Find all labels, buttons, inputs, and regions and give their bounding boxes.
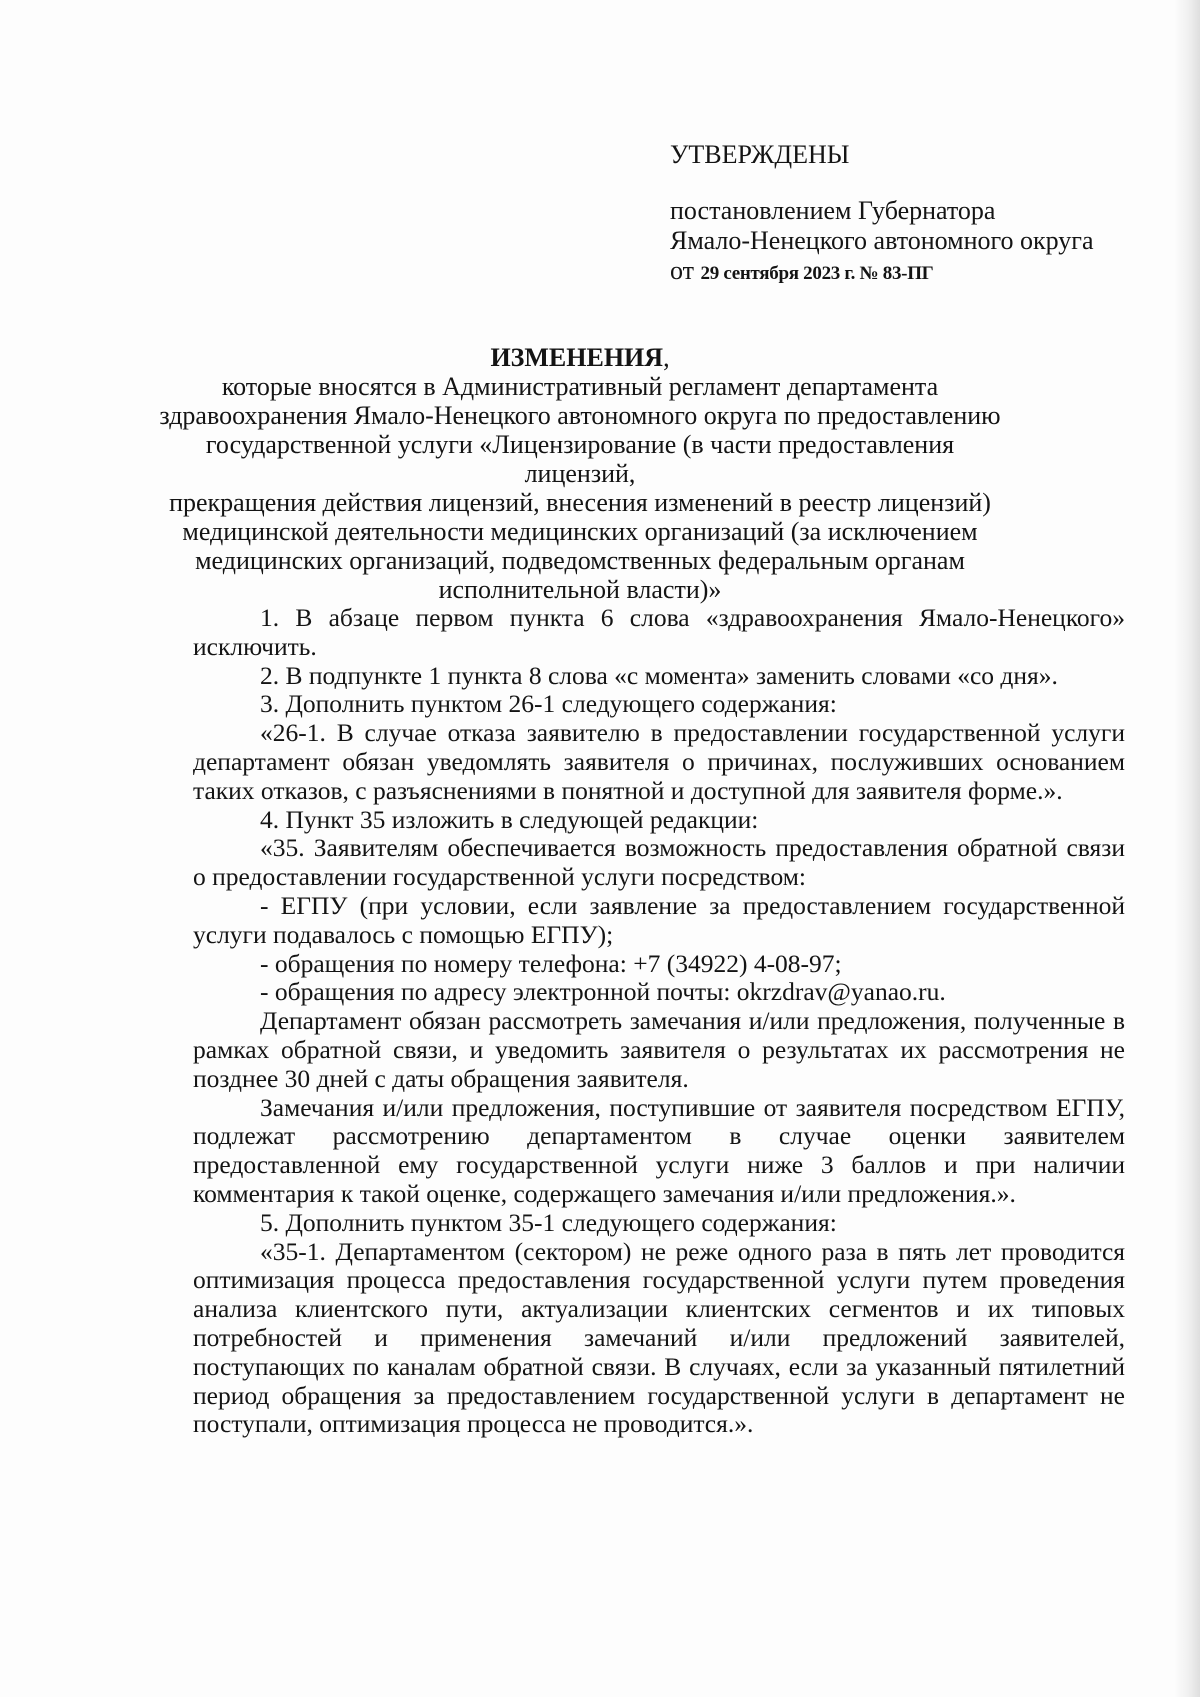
approval-title: УТВЕРЖДЕНЫ xyxy=(670,140,850,169)
document-heading xyxy=(150,343,1010,604)
paragraph-item-1: 1. В абзаце первом пункта 6 слова «здравоохранения Ямало-Ненецкого» исключить. xyxy=(193,603,1125,661)
document-body xyxy=(193,604,1125,1439)
paragraph-department-duty: Департамент обязан рассмотреть замечания и/или предложения, полученные в рамках обратной связи, и уведомить заявителя о результатах их рассмотрения не позднее 30 дней с даты обращения заявителя. xyxy=(193,1006,1125,1093)
approval-date-prefix: от xyxy=(670,256,695,285)
approval-date-value: 29 сентября 2023 г. № 83-ПГ xyxy=(700,263,934,284)
heading-title-comma: , xyxy=(663,343,670,372)
approval-date-line xyxy=(670,256,1094,289)
heading-title: ИЗМЕНЕНИЯ xyxy=(490,343,664,372)
list-item-phone: - обращения по номеру телефона: +7 (34922) 4-08-97; xyxy=(260,948,842,978)
list-item-email: - обращения по адресу электронной почты: okrzdrav@yanao.ru. xyxy=(260,977,946,1007)
list-item-egpu: - ЕГПУ (при условии, если заявление за предоставлением государственной услуги подавалось с помощью ЕГПУ); xyxy=(193,890,1125,949)
paragraph-item-4: 4. Пункт 35 изложить в следующей редакции: xyxy=(260,804,759,834)
heading-subtitle-line: здравоохранения Ямало-Ненецкого автономного округа по предоставлению xyxy=(159,401,1001,430)
paragraph-quote-26-1: «26-1. В случае отказа заявителю в предоставлении государственной услуги департамент обязан уведомлять заявителя о причинах, послуживших основанием таких отказов, с разъяснениями в понятной и доступной для заявителя форме.». xyxy=(193,718,1125,805)
heading-title-line xyxy=(150,343,1010,372)
heading-subtitle-line: государственной услуги «Лицензирование (в части предоставления лицензий, xyxy=(205,430,955,488)
heading-subtitle-line: прекращения действия лицензий, внесения изменений в реестр лицензий) xyxy=(169,488,991,517)
heading-subtitle-line: медицинских организаций, подведомственных федеральным органам xyxy=(195,546,965,575)
approval-block xyxy=(670,140,1094,289)
heading-subtitle-line: медицинской деятельности медицинских организаций (за исключением xyxy=(182,517,978,546)
paragraph-item-3: 3. Дополнить пунктом 26-1 следующего содержания: xyxy=(260,689,837,719)
heading-subtitle-line: которые вносятся в Административный регламент департамента xyxy=(221,372,939,401)
paragraph-remarks: Замечания и/или предложения, поступившие от заявителя посредством ЕГПУ, подлежат рассмотрению департаментом в случае оценки заявителем предоставленной ему государственной услуги ниже 3 баллов и при наличии комментария к такой оценке, содержащего замечания и/или предложения.». xyxy=(193,1092,1125,1208)
page-edge-shadow xyxy=(1174,0,1200,1697)
paragraph-quote-35-1: «35-1. Департаментом (сектором) не реже одного раза в пять лет проводится оптимизация процесса предоставления государственной услуги путем проведения анализа клиентского пути, актуализации клиентских сегментов и их типовых потребностей и применения замечаний и/или предложений заявителей, поступающих по каналам обратной связи. В случаях, если за указанный пятилетний период обращения за предоставлением государственной услуги в департамент не поступали, оптимизация процесса не проводится.». xyxy=(193,1236,1125,1439)
approval-line-2: Ямало-Ненецкого автономного округа xyxy=(670,226,1094,255)
paragraph-item-2: 2. В подпункте 1 пункта 8 слова «с момента» заменить словами «со дня». xyxy=(260,660,1058,690)
approval-line-1: постановлением Губернатора xyxy=(670,196,996,225)
paragraph-item-5: 5. Дополнить пунктом 35-1 следующего содержания: xyxy=(260,1207,837,1237)
paragraph-quote-35: «35. Заявителям обеспечивается возможность предоставления обратной связи о предоставлении государственной услуги посредством: xyxy=(193,833,1125,892)
heading-subtitle-line: исполнительной власти)» xyxy=(438,575,722,604)
